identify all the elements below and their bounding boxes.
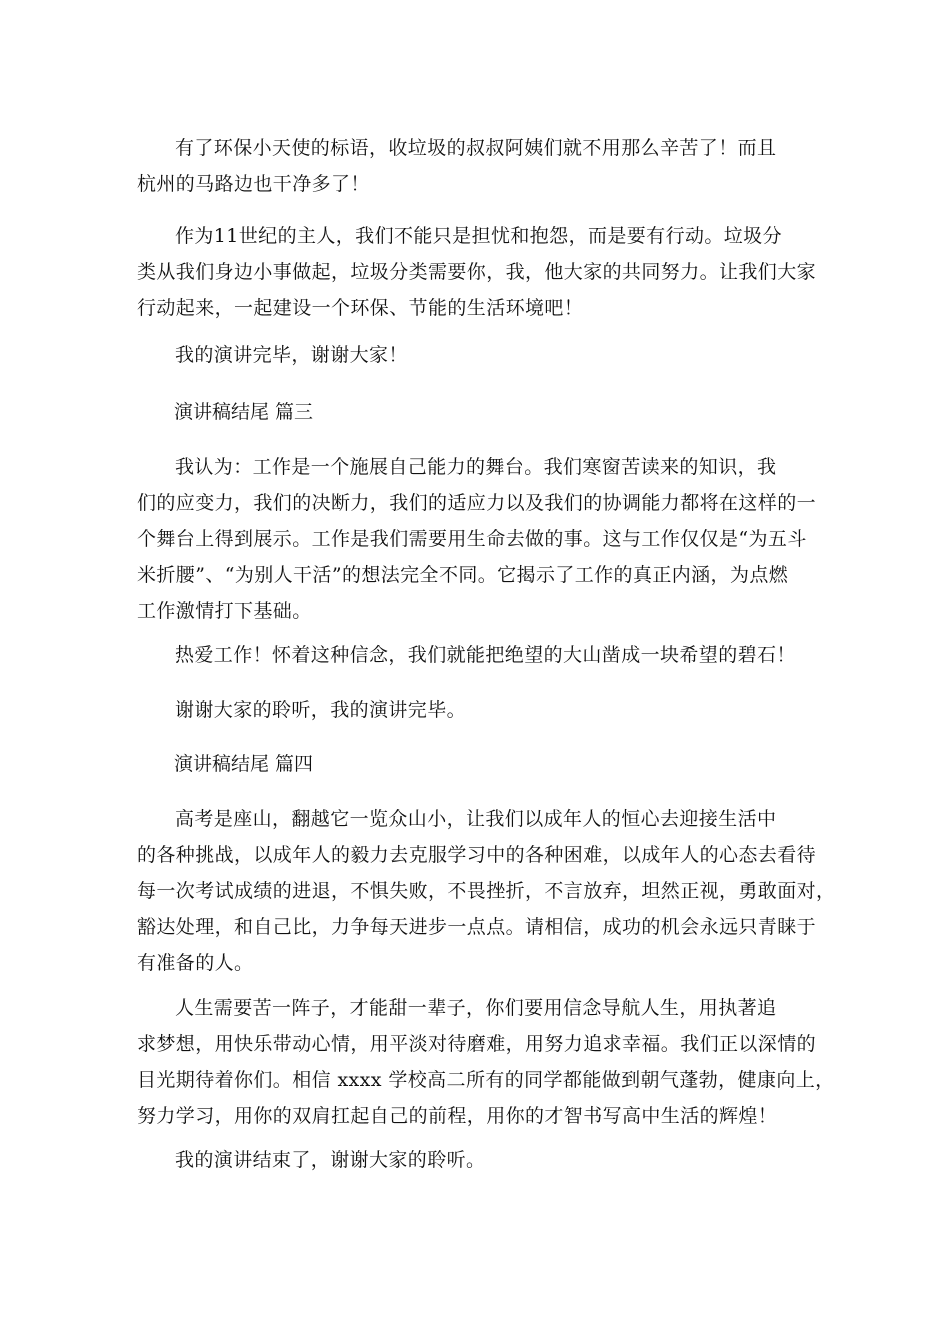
text-line: 工作激情打下基础。 bbox=[137, 600, 312, 622]
text-line: 努力学习，用你的双肩扛起自己的前程，用你的才智书写高中生活的辉煌！ bbox=[137, 1105, 778, 1127]
paragraph bbox=[137, 990, 837, 1134]
text-line: 类从我们身边小事做起，垃圾分类需要你，我，他大家的共同努力。让我们大家 bbox=[137, 261, 817, 283]
text-line: 有了环保小天使的标语，收垃圾的叔叔阿姨们就不用那么辛苦了！而且 bbox=[175, 137, 777, 159]
paragraph bbox=[137, 218, 837, 326]
text-line: 高考是座山，翻越它一览众山小，让我们以成年人的恒心去迎接生活中 bbox=[175, 808, 777, 830]
section-heading-4: 演讲稿结尾 篇四 bbox=[174, 753, 314, 775]
text-line: 个舞台上得到展示。工作是我们需要用生命去做的事。这与工作仅仅是“为五斗 bbox=[137, 528, 807, 550]
paragraph bbox=[137, 449, 837, 629]
text-line: 米折腰”、“为别人干活”的想法完全不同。它揭示了工作的真正内涵，为点燃 bbox=[137, 564, 789, 586]
paragraph bbox=[137, 801, 837, 981]
text-line: 热爱工作！怀着这种信念，我们就能把绝望的大山凿成一块希望的碧石！ bbox=[175, 644, 796, 666]
text-line: 目光期待着你们。相信 xxxx 学校高二所有的同学都能做到朝气蓬勃，健康向上， bbox=[137, 1069, 835, 1091]
text-line: 我的演讲结束了，谢谢大家的聆听。 bbox=[175, 1149, 486, 1171]
text-line: 每一次考试成绩的进退，不惧失败，不畏挫折，不言放弃，坦然正视，勇敢面对， bbox=[137, 880, 836, 902]
paragraph bbox=[137, 1142, 837, 1178]
text-line: 的各种挑战，以成年人的毅力去克服学习中的各种困难，以成年人的心态去看待 bbox=[137, 844, 817, 866]
paragraph bbox=[137, 692, 837, 728]
text-line: 杭州的马路边也干净多了！ bbox=[137, 173, 370, 195]
text-line: 求梦想，用快乐带动心情，用平淡对待磨难，用努力追求幸福。我们正以深情的 bbox=[137, 1033, 817, 1055]
text-line: 行动起来，一起建设一个环保、节能的生活环境吧！ bbox=[137, 297, 584, 319]
text-line: 豁达处理，和自己比，力争每天进步一点点。请相信，成功的机会永远只青睐于 bbox=[137, 916, 817, 938]
text-line: 作为11世纪的主人，我们不能只是担忧和抱怨，而是要有行动。垃圾分 bbox=[175, 225, 782, 247]
section-heading-3: 演讲稿结尾 篇三 bbox=[174, 401, 314, 423]
text-line: 谢谢大家的聆听，我的演讲完毕。 bbox=[175, 699, 467, 721]
text-line: 我的演讲完毕，谢谢大家！ bbox=[175, 344, 408, 366]
text-line: 们的应变力，我们的决断力，我们的适应力以及我们的协调能力都将在这样的一 bbox=[137, 492, 817, 514]
paragraph bbox=[137, 337, 837, 373]
text-line: 人生需要苦一阵子，才能甜一辈子，你们要用信念导航人生，用执著追 bbox=[175, 997, 777, 1019]
text-line: 我认为：工作是一个施展自己能力的舞台。我们寒窗苦读来的知识，我 bbox=[175, 456, 777, 478]
paragraph bbox=[137, 130, 837, 202]
paragraph bbox=[137, 637, 837, 673]
text-line: 有准备的人。 bbox=[137, 952, 254, 974]
